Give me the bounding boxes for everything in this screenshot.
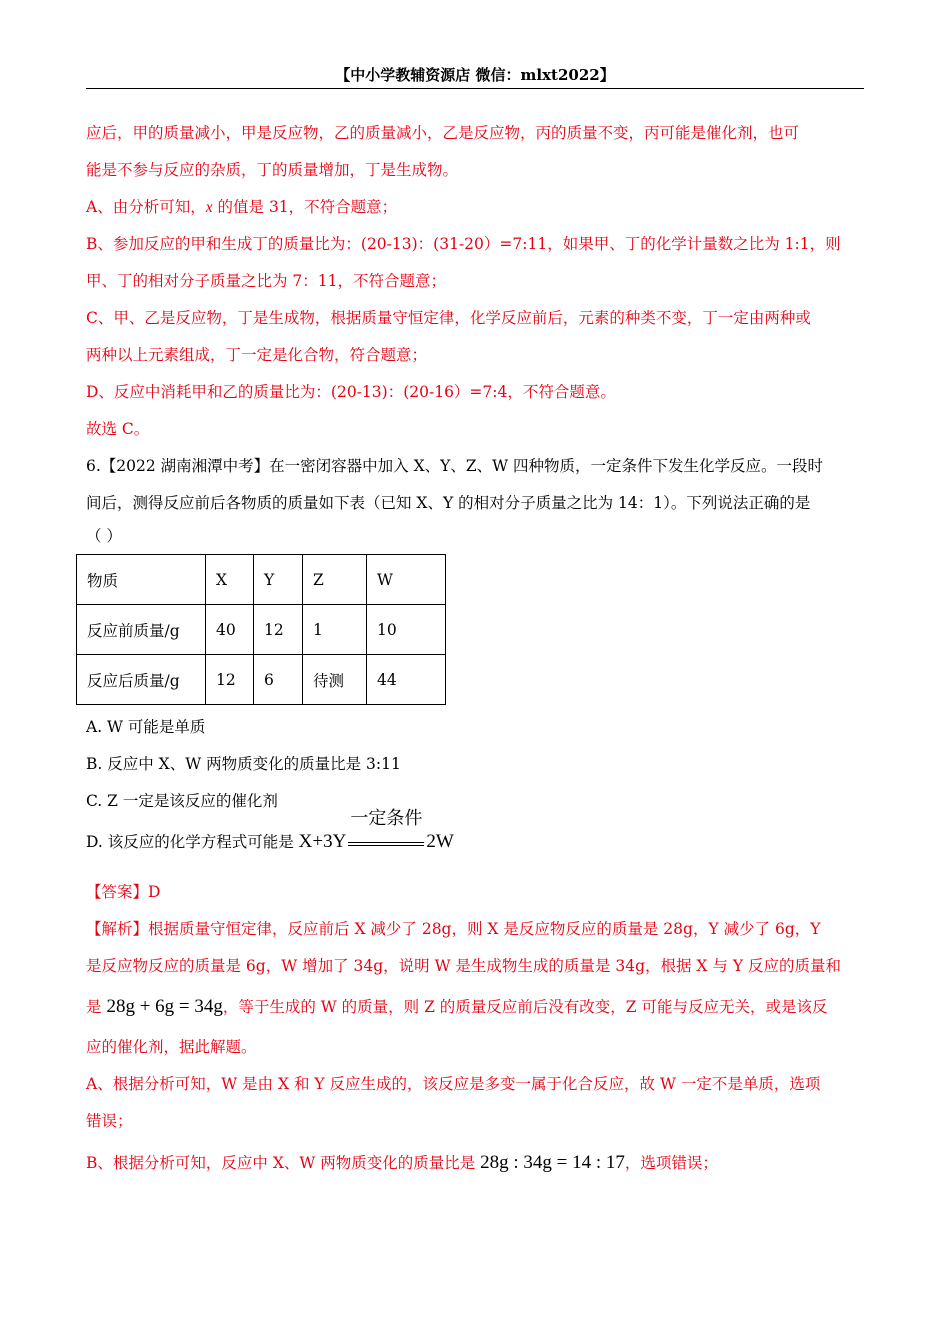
prev-option-a-analysis (86, 189, 866, 226)
table-row (77, 555, 446, 605)
prev-option-c-analysis-1: C、甲、乙是反应物，丁是生成物，根据质量守恒定律，化学反应前后，元素的种类不变，丁一定由两种或 (86, 309, 811, 327)
analysis-b-post: ，选项错误； (624, 1154, 718, 1172)
prev-a-pre: A、由分析可知， (86, 198, 206, 216)
analysis-line-2: 是反应物反应的质量是 6g，W 增加了 34g，说明 W 是生成物生成的质量是 34g，根据 X 与 Y 反应的质量和 (86, 957, 841, 975)
analysis-label: 【解析】 (86, 920, 149, 938)
table-cell: 反应前质量/g (77, 605, 206, 655)
analysis-option-a-1: A、根据分析可知，W 是由 X 和 Y 反应生成的，该反应是多变一属于化合反应，故 W 一定不是单质，选项 (86, 1075, 821, 1093)
answer-blank: （ ） (86, 527, 122, 545)
prev-conclusion: 故选 C。 (86, 420, 150, 438)
analysis-option-b (86, 1140, 866, 1186)
option-b: B. 反应中 X、W 两物质变化的质量比是 3:11 (86, 755, 401, 773)
equation-products: 2W (426, 831, 454, 852)
analysis-line-1 (86, 911, 866, 948)
analysis-line-3 (86, 985, 866, 1029)
option-d (86, 808, 866, 864)
page-header: 【中小学教辅资源店 微信：mlxt2022】 (335, 66, 615, 84)
header-divider (86, 88, 864, 89)
reaction-condition: 一定条件 (350, 808, 423, 829)
document-body (86, 115, 866, 1186)
table-cell: Y (254, 555, 303, 605)
table-cell: Z (303, 555, 367, 605)
table-row (77, 655, 446, 705)
answer-line (86, 874, 866, 911)
option-a: A. W 可能是单质 (86, 718, 206, 736)
reaction-arrow (348, 808, 424, 853)
mass-sum-equation: 28g + 6g = 34g (106, 996, 223, 1017)
mass-data-table (76, 554, 446, 705)
question-stem-line-1: 6.【2022 湖南湘潭中考】在一密闭容器中加入 X、Y、Z、W 四种物质，一定条件下发生化学反应。一段时 (86, 457, 823, 475)
table-row (77, 605, 446, 655)
table-cell: 44 (367, 655, 446, 705)
prev-analysis-line-2: 能是不参与反应的杂质，丁的质量增加，丁是生成物。 (86, 161, 459, 179)
prev-option-d-analysis: D、反应中消耗甲和乙的质量比为：(20-13)：(20-16）=7:4，不符合题意。 (86, 383, 616, 401)
analysis-line-3-post: ，等于生成的 W 的质量，则 Z 的质量反应前后没有改变，Z 可能与反应无关，或是该反 (222, 998, 828, 1016)
prev-option-b-analysis-2: 甲、丁的相对分子质量之比为 7：11，不符合题意； (86, 272, 447, 290)
analysis-line-4: 应的催化剂，据此解题。 (86, 1038, 257, 1056)
table-cell: 10 (367, 605, 446, 655)
prev-a-post: 的值是 31，不符合题意； (212, 198, 398, 216)
question-stem-line-2: 间后，测得反应前后各物质的质量如下表（已知 X、Y 的相对分子质量之比为 14：1）。下列说法正确的是 (86, 494, 811, 512)
variable-x: x (205, 199, 213, 216)
table-cell: 反应后质量/g (77, 655, 206, 705)
mass-ratio-equation: 28g : 34g = 14 : 17 (480, 1152, 625, 1173)
equals-bar-top (348, 842, 424, 843)
analysis-b-pre: B、根据分析可知，反应中 X、W 两物质变化的质量比是 (86, 1154, 481, 1172)
table-cell: 12 (206, 655, 254, 705)
table-cell: 1 (303, 605, 367, 655)
table-cell: 物质 (77, 555, 206, 605)
table-cell: 待测 (303, 655, 367, 705)
table-cell: 6 (254, 655, 303, 705)
answer-label: 【答案】 (86, 883, 149, 901)
prev-option-c-analysis-2: 两种以上元素组成，丁一定是化合物，符合题意； (86, 346, 428, 364)
option-d-text: D. 该反应的化学方程式可能是 (86, 833, 299, 851)
table-cell: X (206, 555, 254, 605)
equals-bar-bottom (348, 845, 424, 846)
equation-reactants: X+3Y (298, 831, 347, 852)
table-cell: 40 (206, 605, 254, 655)
analysis-text-1: 根据质量守恒定律，反应前后 X 减少了 28g，则 X 是反应物反应的质量是 28g，Y 减少了 6g，Y (148, 920, 821, 938)
table-cell: W (367, 555, 446, 605)
prev-option-b-analysis-1: B、参加反应的甲和生成丁的质量比为：(20-13)：(31-20）=7:11，如果甲、丁的化学计量数之比为 1:1，则 (86, 235, 841, 253)
analysis-line-3-pre: 是 (86, 998, 107, 1016)
prev-analysis-line-1: 应后，甲的质量减小，甲是反应物，乙的质量减小，乙是反应物，丙的质量不变，丙可能是催化剂，也可 (86, 124, 800, 142)
analysis-option-a-2: 错误； (86, 1112, 133, 1130)
option-c: C. Z 一定是该反应的催化剂 (86, 792, 278, 810)
table-cell: 12 (254, 605, 303, 655)
answer-value: D (148, 883, 161, 901)
